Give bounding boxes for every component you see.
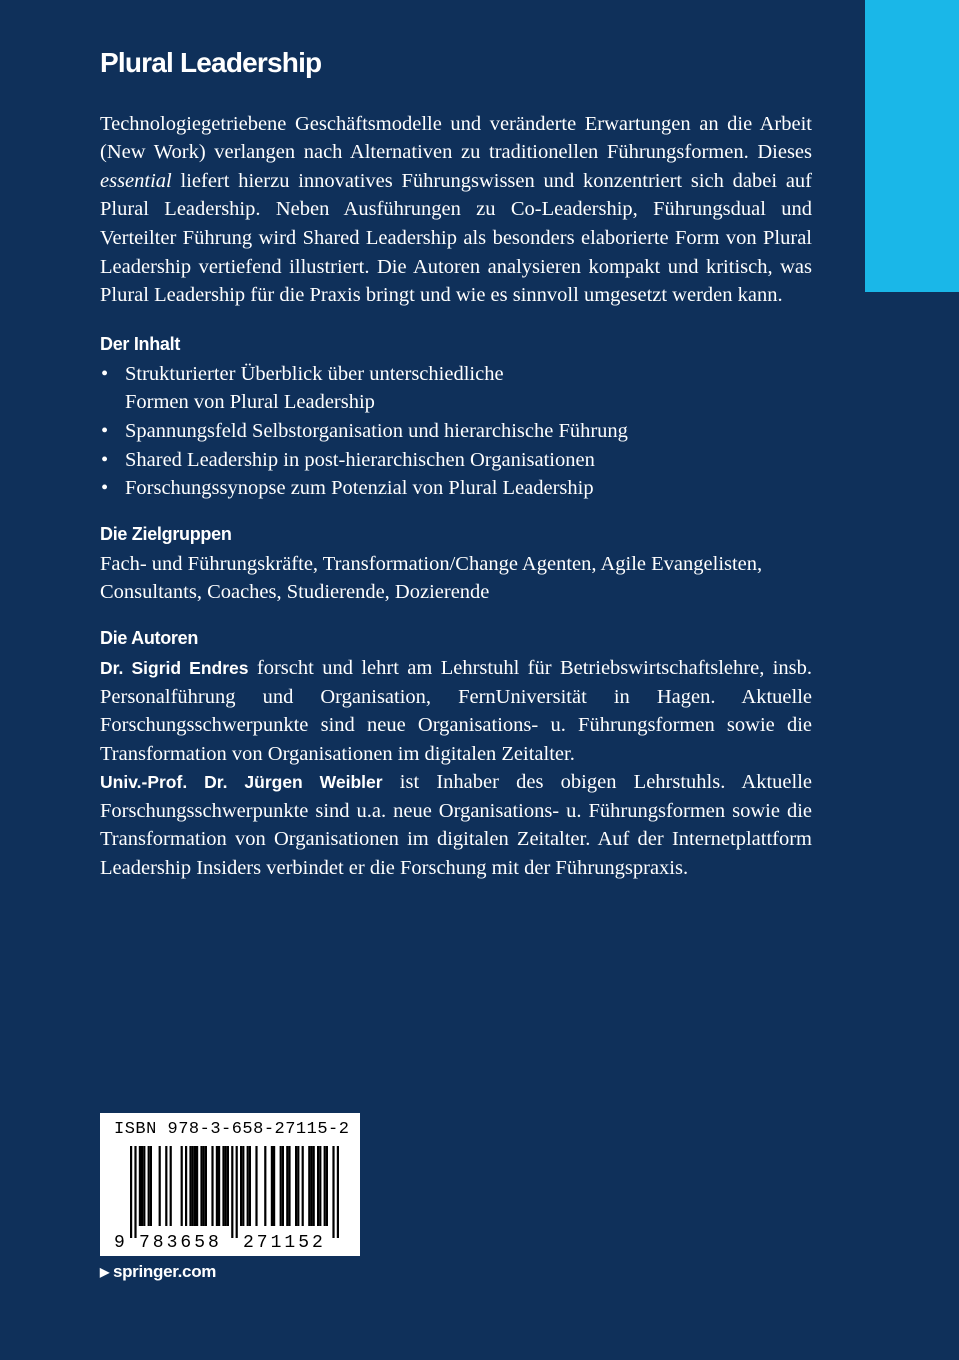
- barcode-bar: [280, 1146, 282, 1226]
- zielgruppen-heading: Die Zielgruppen: [100, 523, 232, 544]
- barcode-bar: [225, 1146, 227, 1226]
- inhalt-heading: Der Inhalt: [100, 333, 181, 354]
- accent-color-bar: [865, 0, 959, 292]
- bullet-icon: •: [101, 477, 109, 500]
- intro-text-part2: liefert hierzu innovatives Führungswissen und konzentriert sich dabei auf Plural Leadership. Neben Ausführungen zu Co-Leadership, Führungsdual und Verteilter Führung wird Shared Leadership als besonders elaborierte Form von Plural Leadership vertiefend illustriert. Die Autoren analysieren kompakt und kritisch, was Plural Leadership für die Praxis bringt und wie es sinnvoll umgesetzt werden kann.: [100, 169, 812, 307]
- list-item-text: Spannungsfeld Selbstorganisation und hierarchische Führung: [125, 419, 628, 442]
- barcode-bar: [324, 1146, 326, 1226]
- barcode-bar: [332, 1146, 334, 1238]
- barcode-bar: [218, 1146, 220, 1226]
- isbn-label: ISBN 978-3-658-27115-2: [114, 1120, 350, 1139]
- barcode-bar: [249, 1146, 251, 1226]
- list-item-text-continued: Formen von Plural Leadership: [125, 391, 375, 414]
- barcode-bar: [211, 1146, 213, 1226]
- barcode-bar: [134, 1146, 136, 1238]
- barcode-bar: [196, 1146, 198, 1226]
- author2-paragraph: [100, 768, 812, 882]
- author1-paragraph: [100, 654, 812, 768]
- barcode-bar: [185, 1146, 187, 1226]
- list-item-text: Forschungssynopse zum Potenzial von Plural Leadership: [125, 477, 594, 500]
- barcode-bar: [141, 1146, 143, 1226]
- intro-emphasis: essential: [100, 169, 172, 192]
- barcode-bar: [203, 1146, 205, 1226]
- barcode-bar: [310, 1146, 312, 1226]
- barcode-bar: [222, 1146, 224, 1226]
- author1-name: Dr. Sigrid Endres: [100, 657, 249, 678]
- isbn-barcode: [100, 1113, 360, 1256]
- bullet-icon: •: [101, 362, 109, 385]
- barcode-bar: [192, 1146, 194, 1226]
- barcode-bar: [181, 1146, 183, 1226]
- barcode-bar: [317, 1146, 319, 1226]
- intro-text-part1: Technologiegetriebene Geschäftsmodelle und veränderte Erwartungen an die Arbeit (New Work) verlangen nach Alternativen zu traditionellen Führungsformen. Dieses: [100, 112, 812, 164]
- barcode-bar: [255, 1146, 257, 1226]
- barcode-bar: [273, 1146, 275, 1226]
- barcode-bar: [150, 1146, 152, 1226]
- barcode-bar: [240, 1146, 242, 1226]
- barcode-bar: [337, 1146, 339, 1238]
- barcode-bar: [242, 1146, 244, 1226]
- intro-paragraph: [100, 110, 812, 310]
- bullet-icon: •: [101, 448, 109, 471]
- barcode-bar: [264, 1146, 266, 1226]
- barcode-bar: [288, 1146, 290, 1226]
- barcode-left-digits: 783658: [139, 1233, 222, 1253]
- barcode-bar: [297, 1146, 299, 1226]
- barcode-bars: [130, 1146, 339, 1238]
- list-item: [100, 417, 812, 446]
- barcode-bar: [130, 1146, 132, 1238]
- author1-bio: forscht und lehrt am Lehrstuhl für Betriebswirtschaftslehre, insb. Personalführung und Organisation, FernUniversität in Hagen. Aktuelle Forschungsschwerpunkte sind neue Organisations- u. Führungsformen sowie die Transformation von Organisationen im digitalen Zeitalter.: [100, 656, 813, 765]
- list-item: [100, 446, 812, 475]
- barcode-bar: [159, 1146, 161, 1226]
- barcode-bar: [227, 1146, 229, 1226]
- author2-name: Univ.-Prof. Dr. Jürgen Weibler: [100, 772, 383, 793]
- publisher-label: springer.com: [112, 1262, 217, 1281]
- book-title: Plural Leadership: [100, 47, 322, 78]
- barcode-bar: [200, 1146, 202, 1226]
- author2-bio: ist Inhaber des obigen Lehrstuhls. Aktuelle Forschungsschwerpunkte sind u.a. neue Organisations- u. Führungsformen sowie die Transformation von Organisationen im digitalen Zeitalter. Auf der Internetplattform Leadership Insiders verbindet er die Forschung mit der Führungspraxis.: [100, 771, 813, 880]
- barcode-bar: [194, 1146, 196, 1226]
- barcode-first-digit: 9: [114, 1233, 125, 1253]
- barcode-bar: [231, 1146, 233, 1238]
- barcode-bar: [295, 1146, 297, 1226]
- publisher-link[interactable]: [100, 1262, 216, 1282]
- barcode-bar: [308, 1146, 310, 1226]
- triangle-right-icon: ▶: [100, 1265, 109, 1279]
- barcode-bar: [326, 1146, 328, 1226]
- barcode-bar: [271, 1146, 273, 1226]
- zielgruppen-text: Fach- und Führungskräfte, Transformation/Change Agenten, Agile Evangelisten, Consultants, Coaches, Studierende, Dozierende: [100, 552, 763, 604]
- barcode-bar: [148, 1146, 150, 1226]
- autoren-heading: Die Autoren: [100, 627, 199, 648]
- barcode-right-digits: 271152: [243, 1233, 326, 1253]
- inhalt-list: [100, 360, 812, 503]
- barcode-bar: [216, 1146, 218, 1226]
- barcode-bar: [139, 1146, 141, 1226]
- barcode-bar: [236, 1146, 238, 1238]
- barcode-bar: [302, 1146, 304, 1226]
- barcode-bar: [319, 1146, 321, 1226]
- barcode-bar: [313, 1146, 315, 1226]
- list-item-text: Shared Leadership in post-hierarchischen Organisationen: [125, 448, 595, 471]
- list-item: [100, 360, 812, 417]
- barcode-graphic: [100, 1113, 360, 1256]
- list-item-text: Strukturierter Überblick über unterschiedliche: [125, 362, 504, 385]
- barcode-bar: [170, 1146, 172, 1226]
- barcode-bar: [286, 1146, 288, 1226]
- barcode-bar: [165, 1146, 167, 1226]
- barcode-bar: [143, 1146, 145, 1226]
- barcode-bar: [205, 1146, 207, 1226]
- list-item: [100, 474, 812, 503]
- barcode-bar: [282, 1146, 284, 1226]
- bullet-icon: •: [101, 419, 109, 442]
- barcode-bar: [247, 1146, 249, 1226]
- back-cover-text: [100, 46, 812, 883]
- barcode-bar: [189, 1146, 191, 1226]
